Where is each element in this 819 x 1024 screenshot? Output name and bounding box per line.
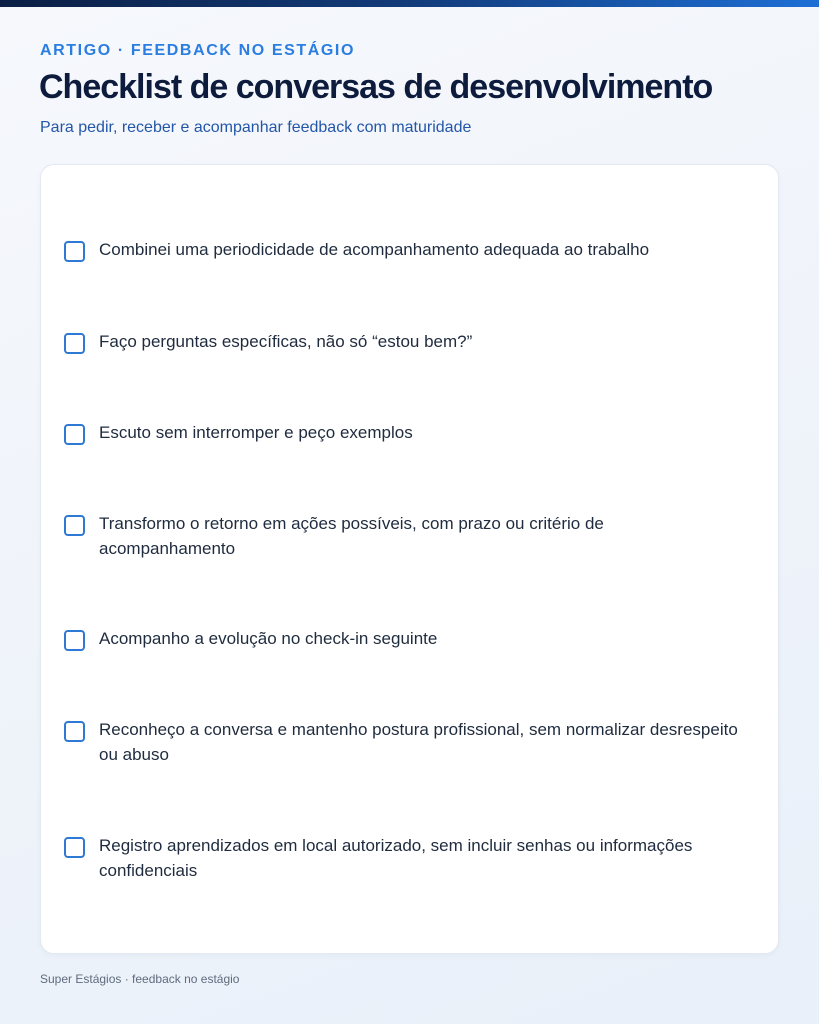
checklist-item-label: Reconheço a conversa e mantenho postura profissional, sem normalizar desrespeito ou abuso [99,720,738,764]
checklist-item[interactable] [64,423,744,445]
checklist-item[interactable] [64,720,744,767]
checkbox[interactable] [64,333,85,354]
checklist-card [40,164,779,954]
checklist-item-label: Escuto sem interromper e peço exemplos [99,423,413,442]
checkbox[interactable] [64,837,85,858]
checklist-item-label: Transformo o retorno em ações possíveis, com prazo ou critério de acompanhamento [99,514,604,558]
checklist-item-label: Faço perguntas específicas, não só “estou bem?” [99,332,473,351]
top-accent-bar [0,0,819,7]
footer-credit: Super Estágios · feedback no estágio [40,972,240,986]
checkbox[interactable] [64,424,85,445]
checkbox[interactable] [64,241,85,262]
checklist-item[interactable] [64,836,744,883]
checklist-item-label: Combinei uma periodicidade de acompanhamento adequada ao trabalho [99,240,650,259]
article-kicker: ARTIGO · FEEDBACK NO ESTÁGIO [40,42,356,59]
checklist-item[interactable] [64,240,744,262]
checkbox[interactable] [64,721,85,742]
checklist-item[interactable] [64,332,744,354]
checklist-item-label: Acompanho a evolução no check-in seguinte [99,629,438,648]
checkbox[interactable] [64,630,85,651]
page-title: Checklist de conversas de desenvolvimento [39,68,713,106]
checklist-item[interactable] [64,514,744,561]
checkbox[interactable] [64,515,85,536]
checklist-item[interactable] [64,629,744,651]
checklist-item-label: Registro aprendizados em local autorizado, sem incluir senhas ou informações confidenciais [99,836,693,880]
page-subtitle: Para pedir, receber e acompanhar feedback com maturidade [40,119,472,136]
